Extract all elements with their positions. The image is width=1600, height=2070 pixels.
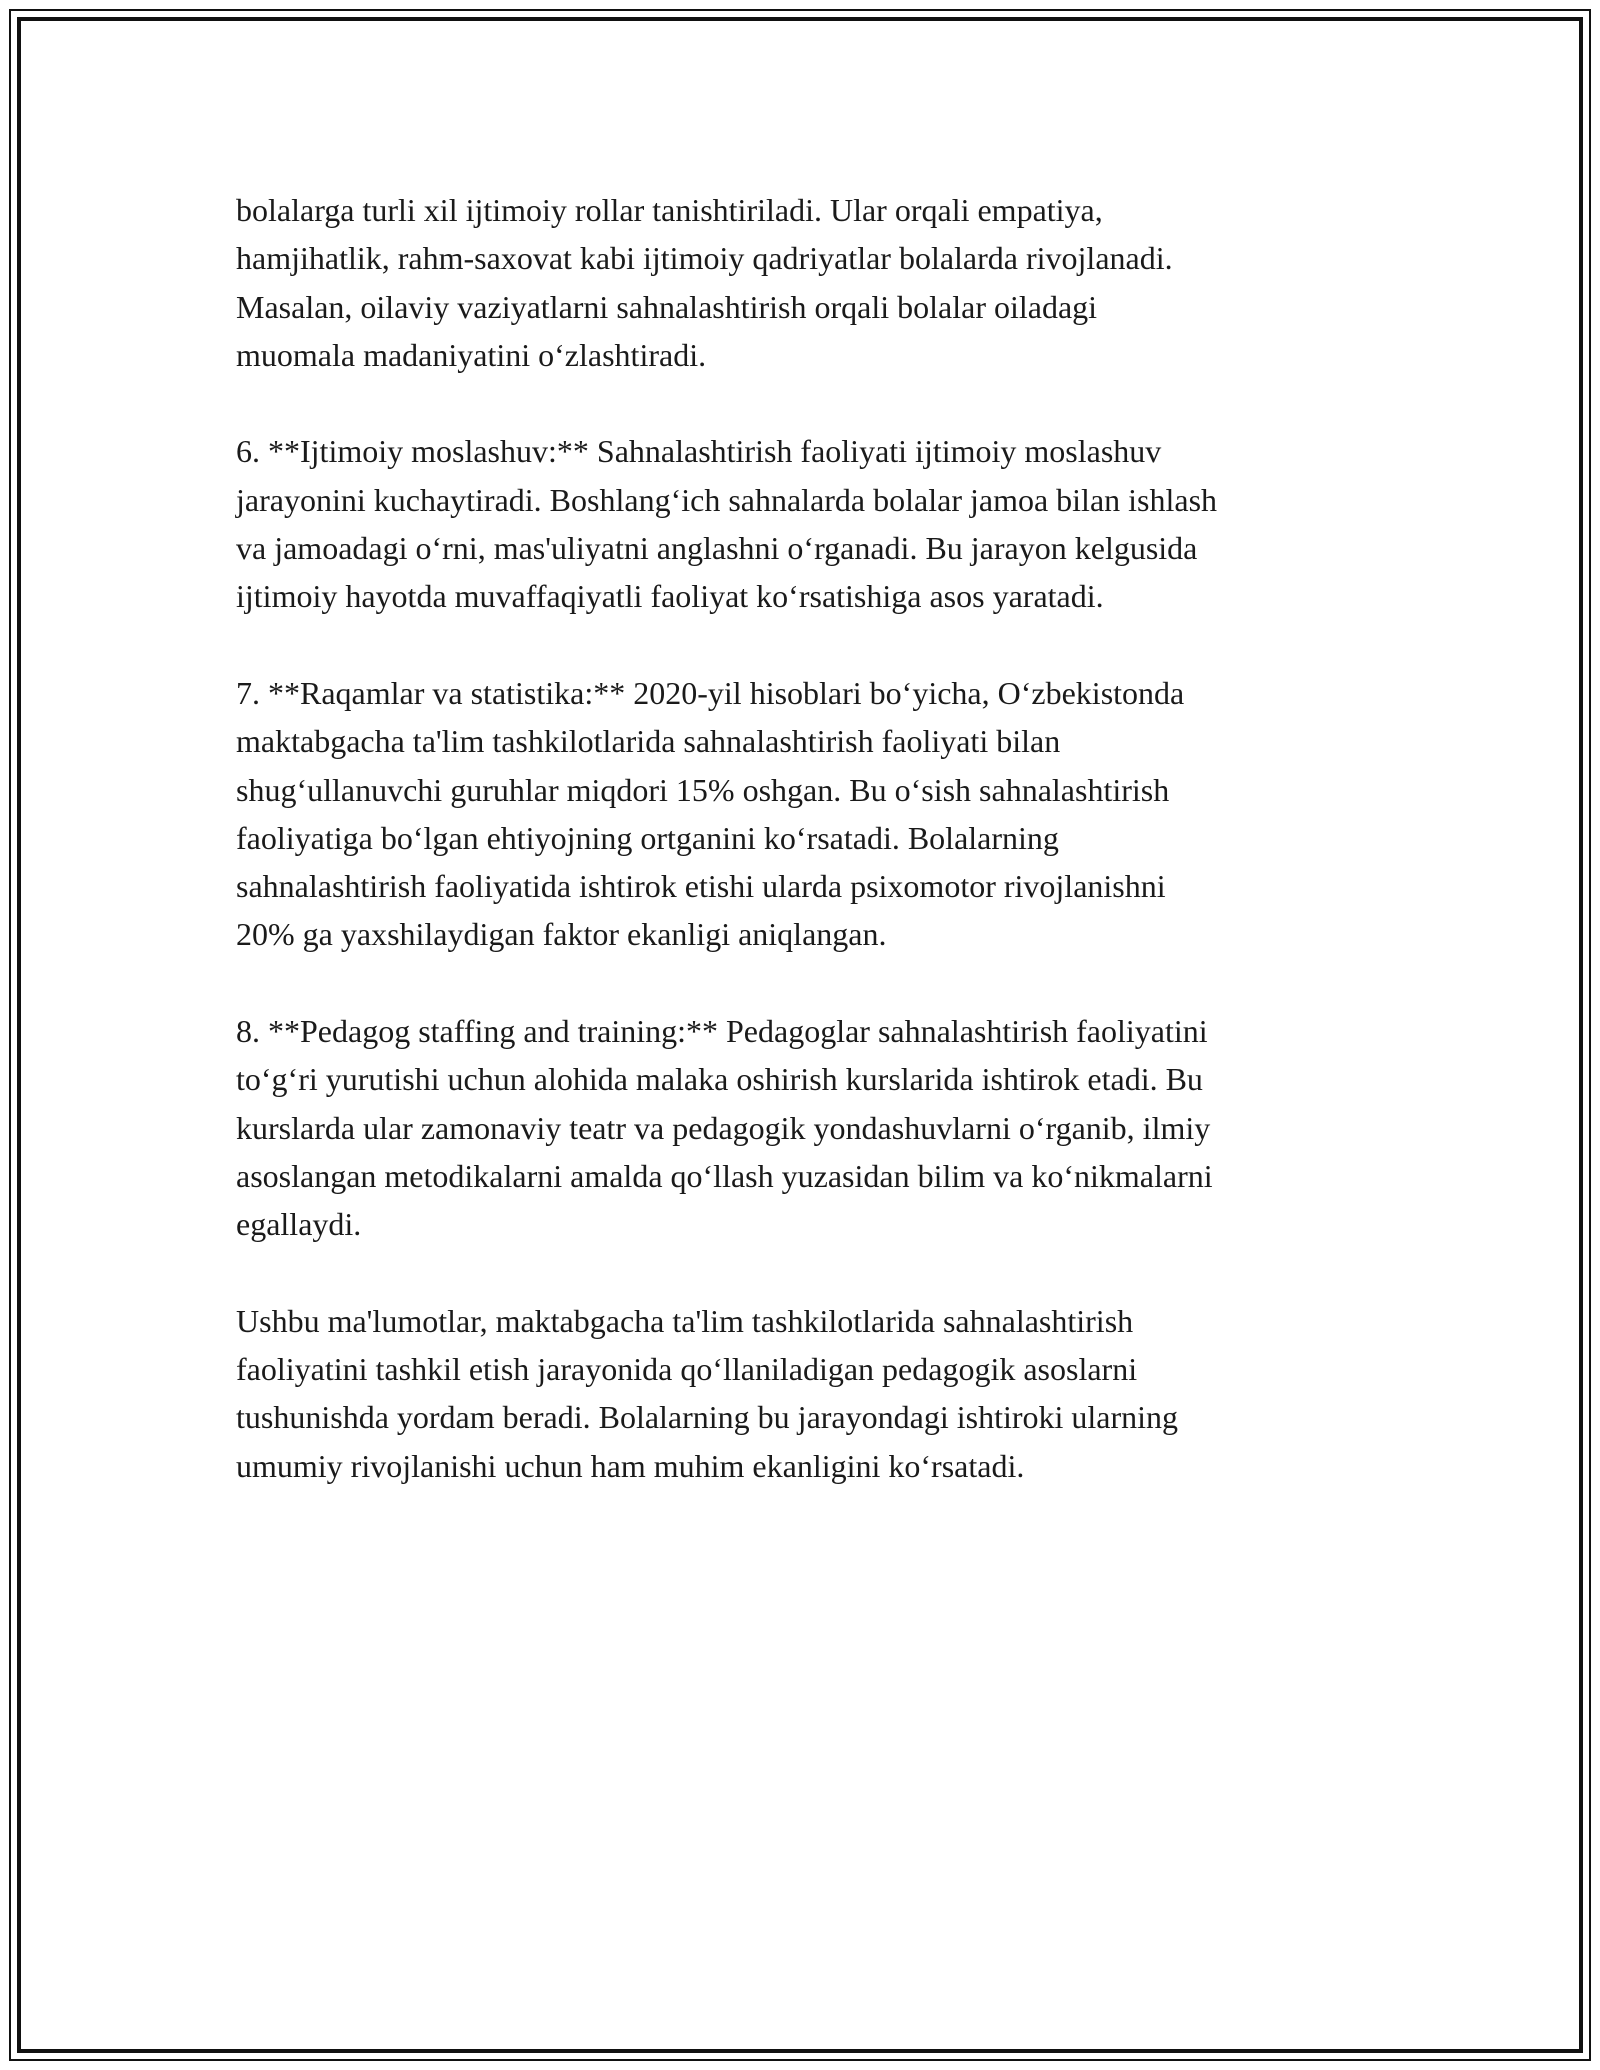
paragraph-social-adaptation	[236, 427, 1376, 620]
text-line: kurslarda ular zamonaviy teatr va pedagogik yondashuvlarni o‘rganib, ilmiy	[236, 1109, 1211, 1146]
text-line: Masalan, oilaviy vaziyatlarni sahnalashtirish orqali bolalar oiladagi	[236, 288, 1098, 325]
text-line: muomala madaniyatini o‘zlashtiradi.	[236, 336, 707, 373]
text-line: to‘g‘ri yurutishi uchun alohida malaka oshirish kurslarida ishtirok etadi. Bu	[236, 1061, 1203, 1098]
text-line: tushunishda yordam beradi. Bolalarning bu jarayondagi ishtiroki ularning	[236, 1399, 1179, 1436]
text-line: faoliyatiga bo‘lgan ehtiyojning ortganini ko‘rsatadi. Bolalarning	[236, 819, 1059, 856]
paragraph-gap	[236, 379, 1376, 427]
text-line: va jamoadagi o‘rni, mas'uliyatni anglashni o‘rganadi. Bu jarayon kelgusida	[236, 530, 1198, 567]
text-line: hamjihatlik, rahm-saxovat kabi ijtimoiy qadriyatlar bolalarda rivojlanadi.	[236, 240, 1173, 277]
paragraph-conclusion	[236, 1297, 1376, 1490]
document-body	[236, 186, 1376, 1490]
paragraph-gap	[236, 621, 1376, 669]
text-line: faoliyatini tashkil etish jarayonida qo‘llaniladigan pedagogik asoslarni	[236, 1351, 1138, 1388]
paragraph-gap	[236, 1249, 1376, 1297]
text-line: ijtimoiy hayotda muvaffaqiyatli faoliyat ko‘rsatishiga asos yaratadi.	[236, 578, 1104, 615]
text-line: egallaydi.	[236, 1206, 362, 1243]
text-line: 7. **Raqamlar va statistika:** 2020-yil hisoblari bo‘yicha, O‘zbekistonda	[236, 674, 1185, 711]
text-line: shug‘ullanuvchi guruhlar miqdori 15% oshgan. Bu o‘sish sahnalashtirish	[236, 771, 1170, 808]
text-line: asoslangan metodikalarni amalda qo‘llash yuzasidan bilim va ko‘nikmalarni	[236, 1157, 1213, 1194]
paragraph-social-roles	[236, 186, 1376, 379]
text-line: Ushbu ma'lumotlar, maktabgacha ta'lim tashkilotlarida sahnalashtirish	[236, 1302, 1134, 1339]
text-line: sahnalashtirish faoliyatida ishtirok etishi ularda psixomotor rivojlanishni	[236, 868, 1166, 905]
paragraph-gap	[236, 959, 1376, 1007]
paragraph-pedagog-training	[236, 1007, 1376, 1248]
text-line: 20% ga yaxshilaydigan faktor ekanligi aniqlangan.	[236, 916, 887, 953]
text-line: maktabgacha ta'lim tashkilotlarida sahnalashtirish faoliyati bilan	[236, 723, 1061, 760]
text-line: 6. **Ijtimoiy moslashuv:** Sahnalashtirish faoliyati ijtimoiy moslashuv	[236, 433, 1162, 470]
text-line: 8. **Pedagog staffing and training:** Pedagoglar sahnalashtirish faoliyatini	[236, 1013, 1208, 1050]
paragraph-statistics	[236, 669, 1376, 959]
text-line: bolalarga turli xil ijtimoiy rollar tanishtiriladi. Ular orqali empatiya,	[236, 192, 1103, 228]
text-line: umumiy rivojlanishi uchun ham muhim ekanligini ko‘rsatadi.	[236, 1447, 1025, 1484]
text-line: jarayonini kuchaytiradi. Boshlang‘ich sahnalarda bolalar jamoa bilan ishlash	[236, 481, 1218, 518]
